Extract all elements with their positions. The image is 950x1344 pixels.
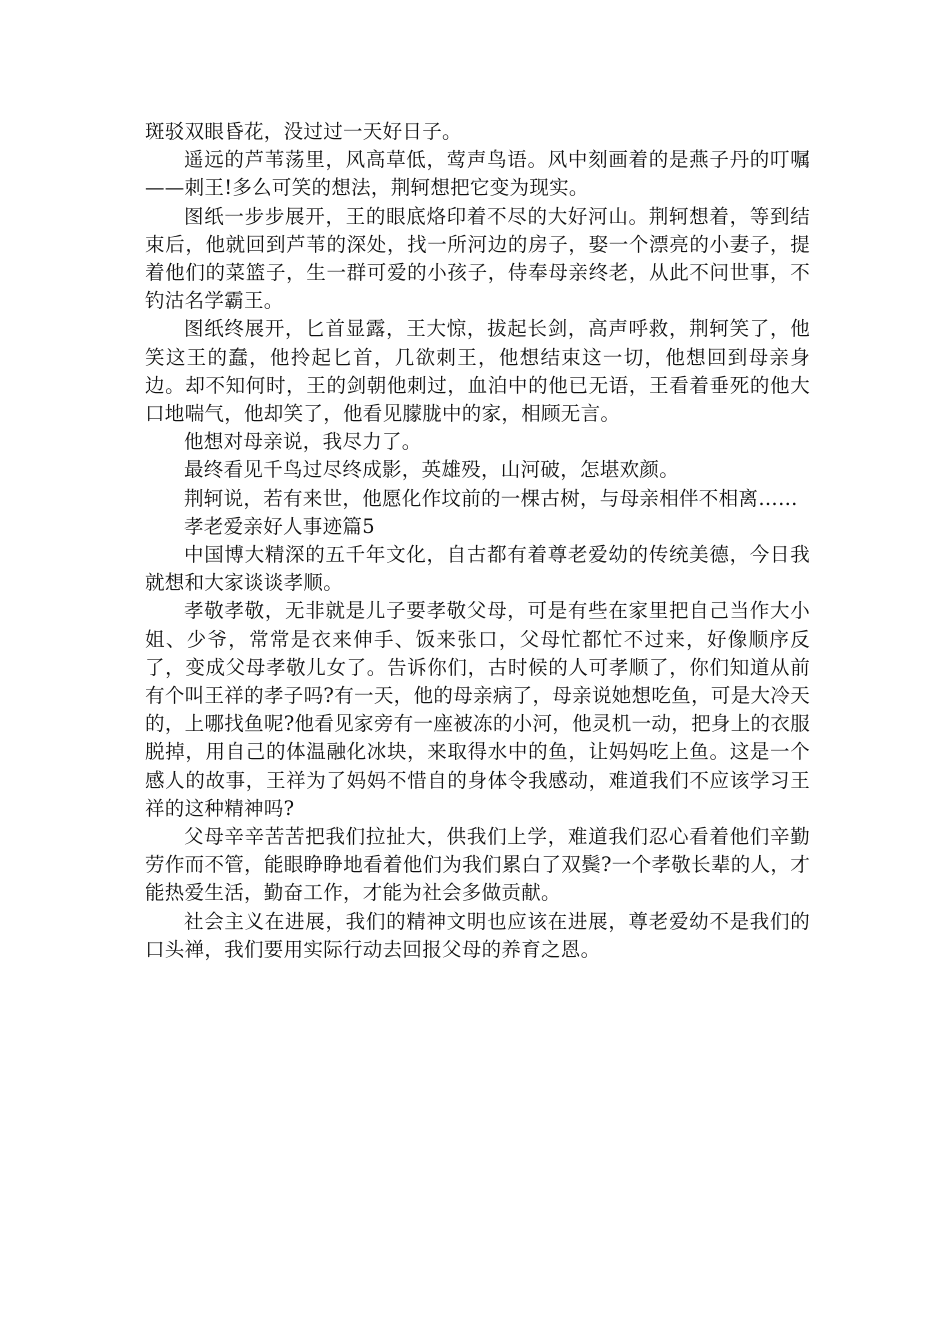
paragraph: 图纸终展开，匕首显露，王大惊，拔起长剑，高声呼救，荆轲笑了，他笑这王的蠢，他拎起匕首，几欲刺王，他想结束这一切，他想回到母亲身边。却不知何时，王的剑朝他刺过，血泊中的他已无语，王看着垂死的他大口地喘气，他却笑了，他看见朦胧中的家，相顾无言。 [145, 317, 810, 426]
paragraph: 他想对母亲说，我尽力了。 [184, 430, 422, 454]
paragraph: 社会主义在进展，我们的精神文明也应该在进展，尊老爱幼不是我们的口头禅，我们要用实际行动去回报父母的养育之恩。 [145, 909, 810, 961]
paragraph: 荆轲说，若有来世，他愿化作坟前的一棵古树，与母亲相伴不相离…… [184, 486, 798, 510]
section-heading: 孝老爱亲好人事迹篇5 [184, 514, 375, 538]
paragraph: 最终看见千鸟过尽终成影，英雄殁，山河破，怎堪欢颜。 [184, 458, 680, 482]
paragraph: 图纸一步步展开，王的眼底烙印着不尽的大好河山。荆轲想着，等到结束后，他就回到芦苇的深处，找一所河边的房子，娶一个漂亮的小妻子，提着他们的菜篮子，生一群可爱的小孩子，侍奉母亲终老，从此不问世事，不钓沽名学霸王。 [145, 204, 810, 313]
document-body [145, 118, 810, 964]
paragraph: 中国博大精深的五千年文化，自古都有着尊老爱幼的传统美德，今日我就想和大家谈谈孝顺。 [145, 543, 810, 595]
paragraph: 斑驳双眼昏花，没过过一天好日子。 [145, 120, 462, 143]
paragraph: 孝敬孝敬，无非就是儿子要孝敬父母，可是有些在家里把自己当作大小姐、少爷，常常是衣来伸手、饭来张口，父母忙都忙不过来，好像顺序反了，变成父母孝敬儿女了。告诉你们，古时候的人可孝顺了，你们知道从前有个叫王祥的孝子吗?有一天，他的母亲病了，母亲说她想吃鱼，可是大冷天的，上哪找鱼呢?他看见家旁有一座被冻的小河，他灵机一动，把身上的衣服脱掉，用自己的体温融化冰块，来取得水中的鱼，让妈妈吃上鱼。这是一个感人的故事，王祥为了妈妈不惜自的身体令我感动，难道我们不应该学习王祥的这种精神吗? [145, 599, 810, 820]
paragraph: 父母辛辛苦苦把我们拉扯大，供我们上学，难道我们忍心看着他们辛勤劳作而不管，能眼睁睁地看着他们为我们累白了双鬓?一个孝敬长辈的人，才能热爱生活，勤奋工作，才能为社会多做贡献。 [145, 825, 810, 905]
paragraph: 遥远的芦苇荡里，风高草低，莺声鸟语。风中刻画着的是燕子丹的叮嘱——刺王!多么可笑的想法，荆轲想把它变为现实。 [145, 148, 810, 200]
